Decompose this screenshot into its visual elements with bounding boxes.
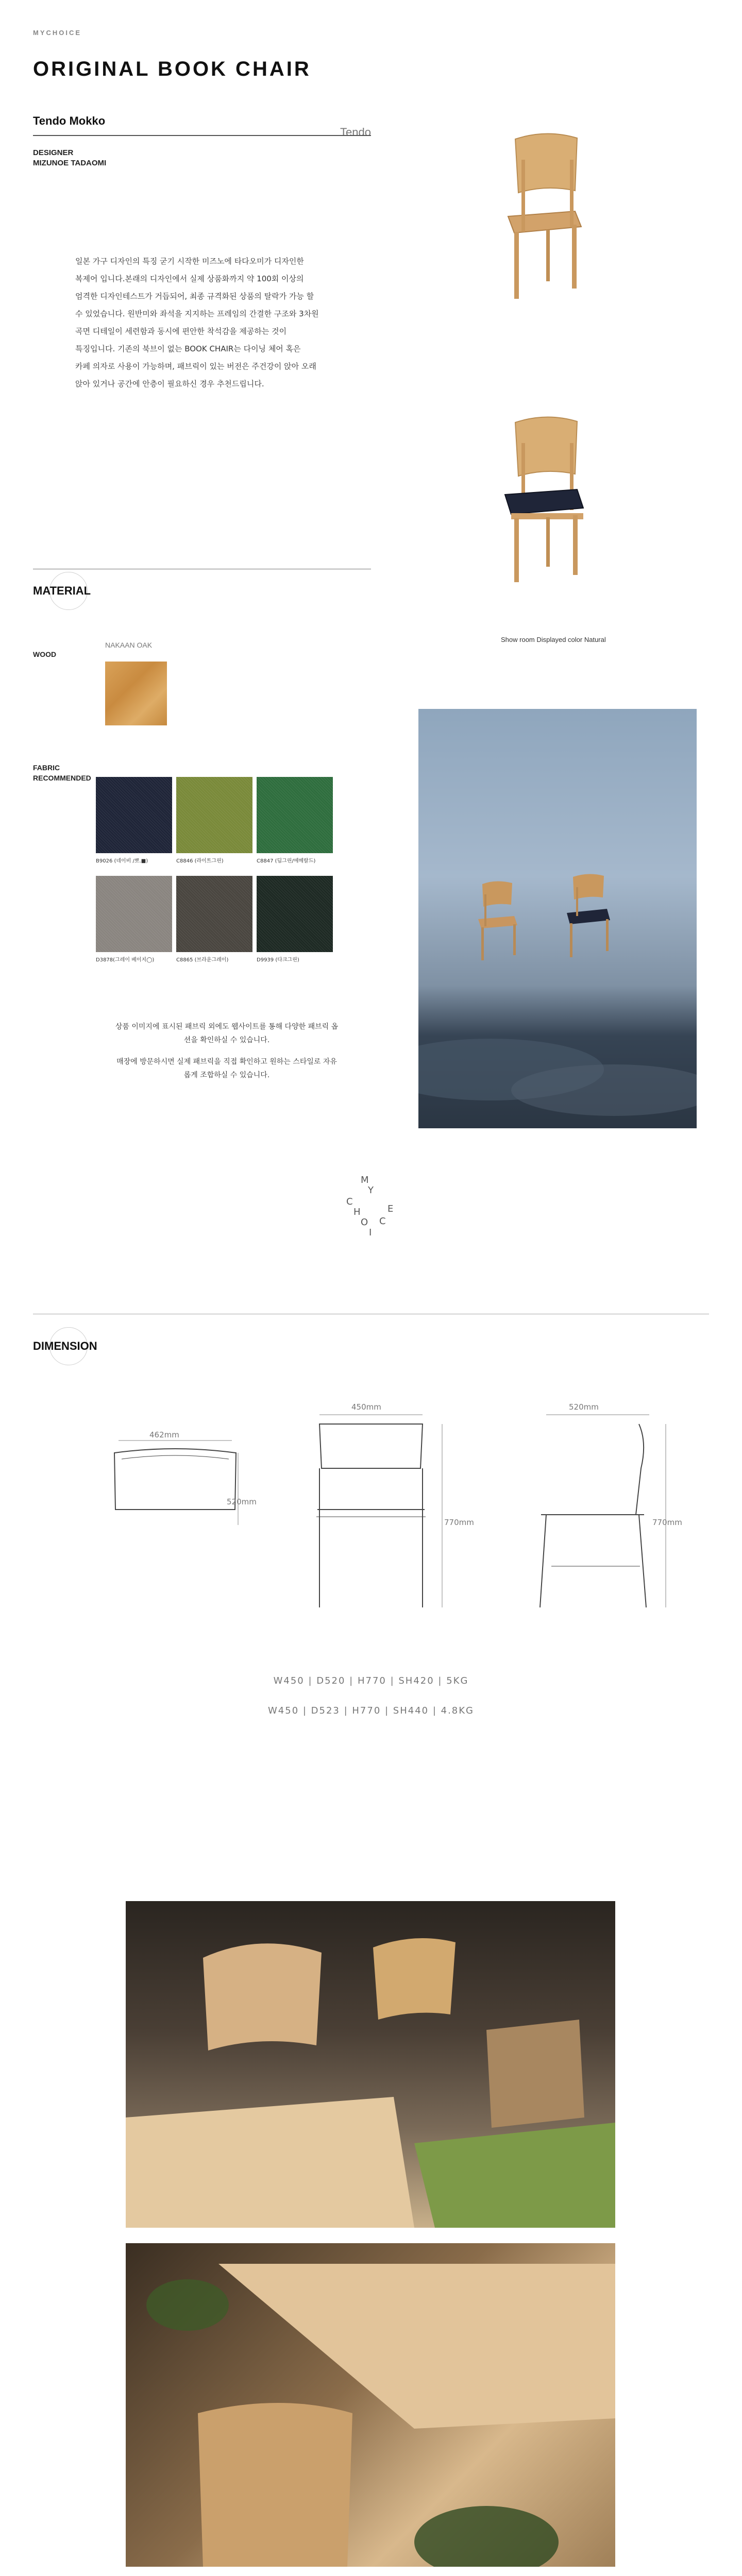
fabric-code: D9939 (다크그린) <box>257 957 299 963</box>
fabric-code: C8847 (딥그린/에메랄드) <box>257 858 316 864</box>
lifestyle-photo-table-detail <box>126 2243 615 2567</box>
fabric-code: D3878(그레이 베이지◯) <box>96 957 155 963</box>
logo-letter: E <box>387 1204 395 1214</box>
spec-line-2: W450 | D523 | H770 | SH440 | 4.8KG <box>268 1705 474 1716</box>
description-line: 엄격한 디자인테스트가 거듭되어, 최종 규격화된 상품의 탈락가 가능 할 <box>75 292 314 301</box>
fabric-swatch <box>257 777 333 853</box>
top-width-label: 462mm <box>149 1430 179 1439</box>
wood-swatch <box>105 662 167 725</box>
description-line: 일본 가구 디자인의 특징 굳기 시작한 미즈노에 타다오미가 디자인한 <box>75 257 304 266</box>
fabric-code: B9026 (네이비 /뽀.■) <box>96 858 148 864</box>
top-depth-label: 520mm <box>227 1497 257 1506</box>
fabric-swatch <box>176 876 252 952</box>
description-line: 수 있었습니다. 원반미와 좌석을 지지하는 프레임의 간결한 구조와 3차원 <box>75 309 319 318</box>
side-height-label: 770mm <box>652 1518 682 1527</box>
material-title: MATERIAL <box>33 584 91 597</box>
description-line: 카페 의자로 사용이 가능하며, 패브릭이 있는 버전은 주건강이 앉아 오래 <box>75 362 316 371</box>
fabric-swatch <box>176 777 252 853</box>
dimension-top-view <box>108 1437 242 1530</box>
fabric-swatch <box>96 777 172 853</box>
fabric-label-line: FABRIC <box>33 764 60 772</box>
logo-letter: C <box>346 1196 354 1207</box>
product-description <box>75 252 334 393</box>
logo-letter: I <box>369 1227 373 1238</box>
brand-logo-text: MYCHOICE <box>33 29 82 37</box>
fabric-note-2: 매장에 방문하시면 실제 패브릭을 직접 확인하고 원하는 스타일로 자유롭게 조합하실 수 있습니다. <box>116 1058 337 1079</box>
description-line: 특징입니다. 기존의 북브이 없는 BOOK CHAIR는 다이닝 체어 혹은 <box>75 344 301 353</box>
designer-label: DESIGNER <box>33 148 74 157</box>
dimension-side-view <box>526 1412 680 1613</box>
logo-letter: C <box>379 1216 387 1227</box>
designer-name: MIZUNOE TADAOMI <box>33 159 107 167</box>
logo-letter: H <box>353 1207 362 1217</box>
fabric-swatch <box>96 876 172 952</box>
description-line: 곡면 디테일이 세련함과 동시에 편안한 착석감을 제공하는 것이 <box>75 327 287 336</box>
maker-name: Tendo <box>340 126 371 139</box>
spec-line-1: W450 | D520 | H770 | SH420 | 5KG <box>273 1675 469 1686</box>
showroom-caption: Show room Displayed color Natural <box>501 636 606 643</box>
fabric-note-1: 상품 이미지에 표시된 패브릭 외에도 웹사이트를 통해 다양한 패브릭 옵션을 확인하실 수 있습니다. <box>115 1023 339 1044</box>
dimension-front-view <box>309 1412 453 1613</box>
wood-name: NAKAAN OAK <box>105 641 153 649</box>
description-line: 복제어 입니다.본래의 디자인에서 실제 상품화까지 약 100회 이상의 <box>75 274 304 283</box>
chair-navy-seat-image <box>484 412 593 587</box>
lifestyle-photo-dining <box>126 1901 615 2228</box>
front-width-label: 450mm <box>351 1402 381 1412</box>
wood-label: WOOD <box>33 650 57 658</box>
fabric-label <box>33 762 91 783</box>
product-name: Tendo Mokko <box>33 114 106 127</box>
fabric-label-line: RECOMMENDED <box>33 774 91 782</box>
dimension-title: DIMENSION <box>33 1340 97 1352</box>
fabric-swatch <box>257 876 333 952</box>
page-title: ORIGINAL BOOK CHAIR <box>33 58 311 80</box>
logo-letter: M <box>361 1175 370 1185</box>
header-divider <box>33 135 371 136</box>
side-depth-label: 520mm <box>569 1402 599 1412</box>
chair-natural-image <box>484 129 593 304</box>
showroom-photo <box>418 709 697 1128</box>
description-line: 앉아 있거나 공간에 안층이 필요하신 경우 추천드립니다. <box>75 379 264 388</box>
logo-letter: O <box>361 1217 369 1228</box>
front-height-label: 770mm <box>444 1518 474 1527</box>
fabric-code: C8846 (라이트그린) <box>176 858 224 864</box>
fabric-code: C8865 (브라운그레이) <box>176 957 229 963</box>
logo-letter: Y <box>368 1185 375 1196</box>
